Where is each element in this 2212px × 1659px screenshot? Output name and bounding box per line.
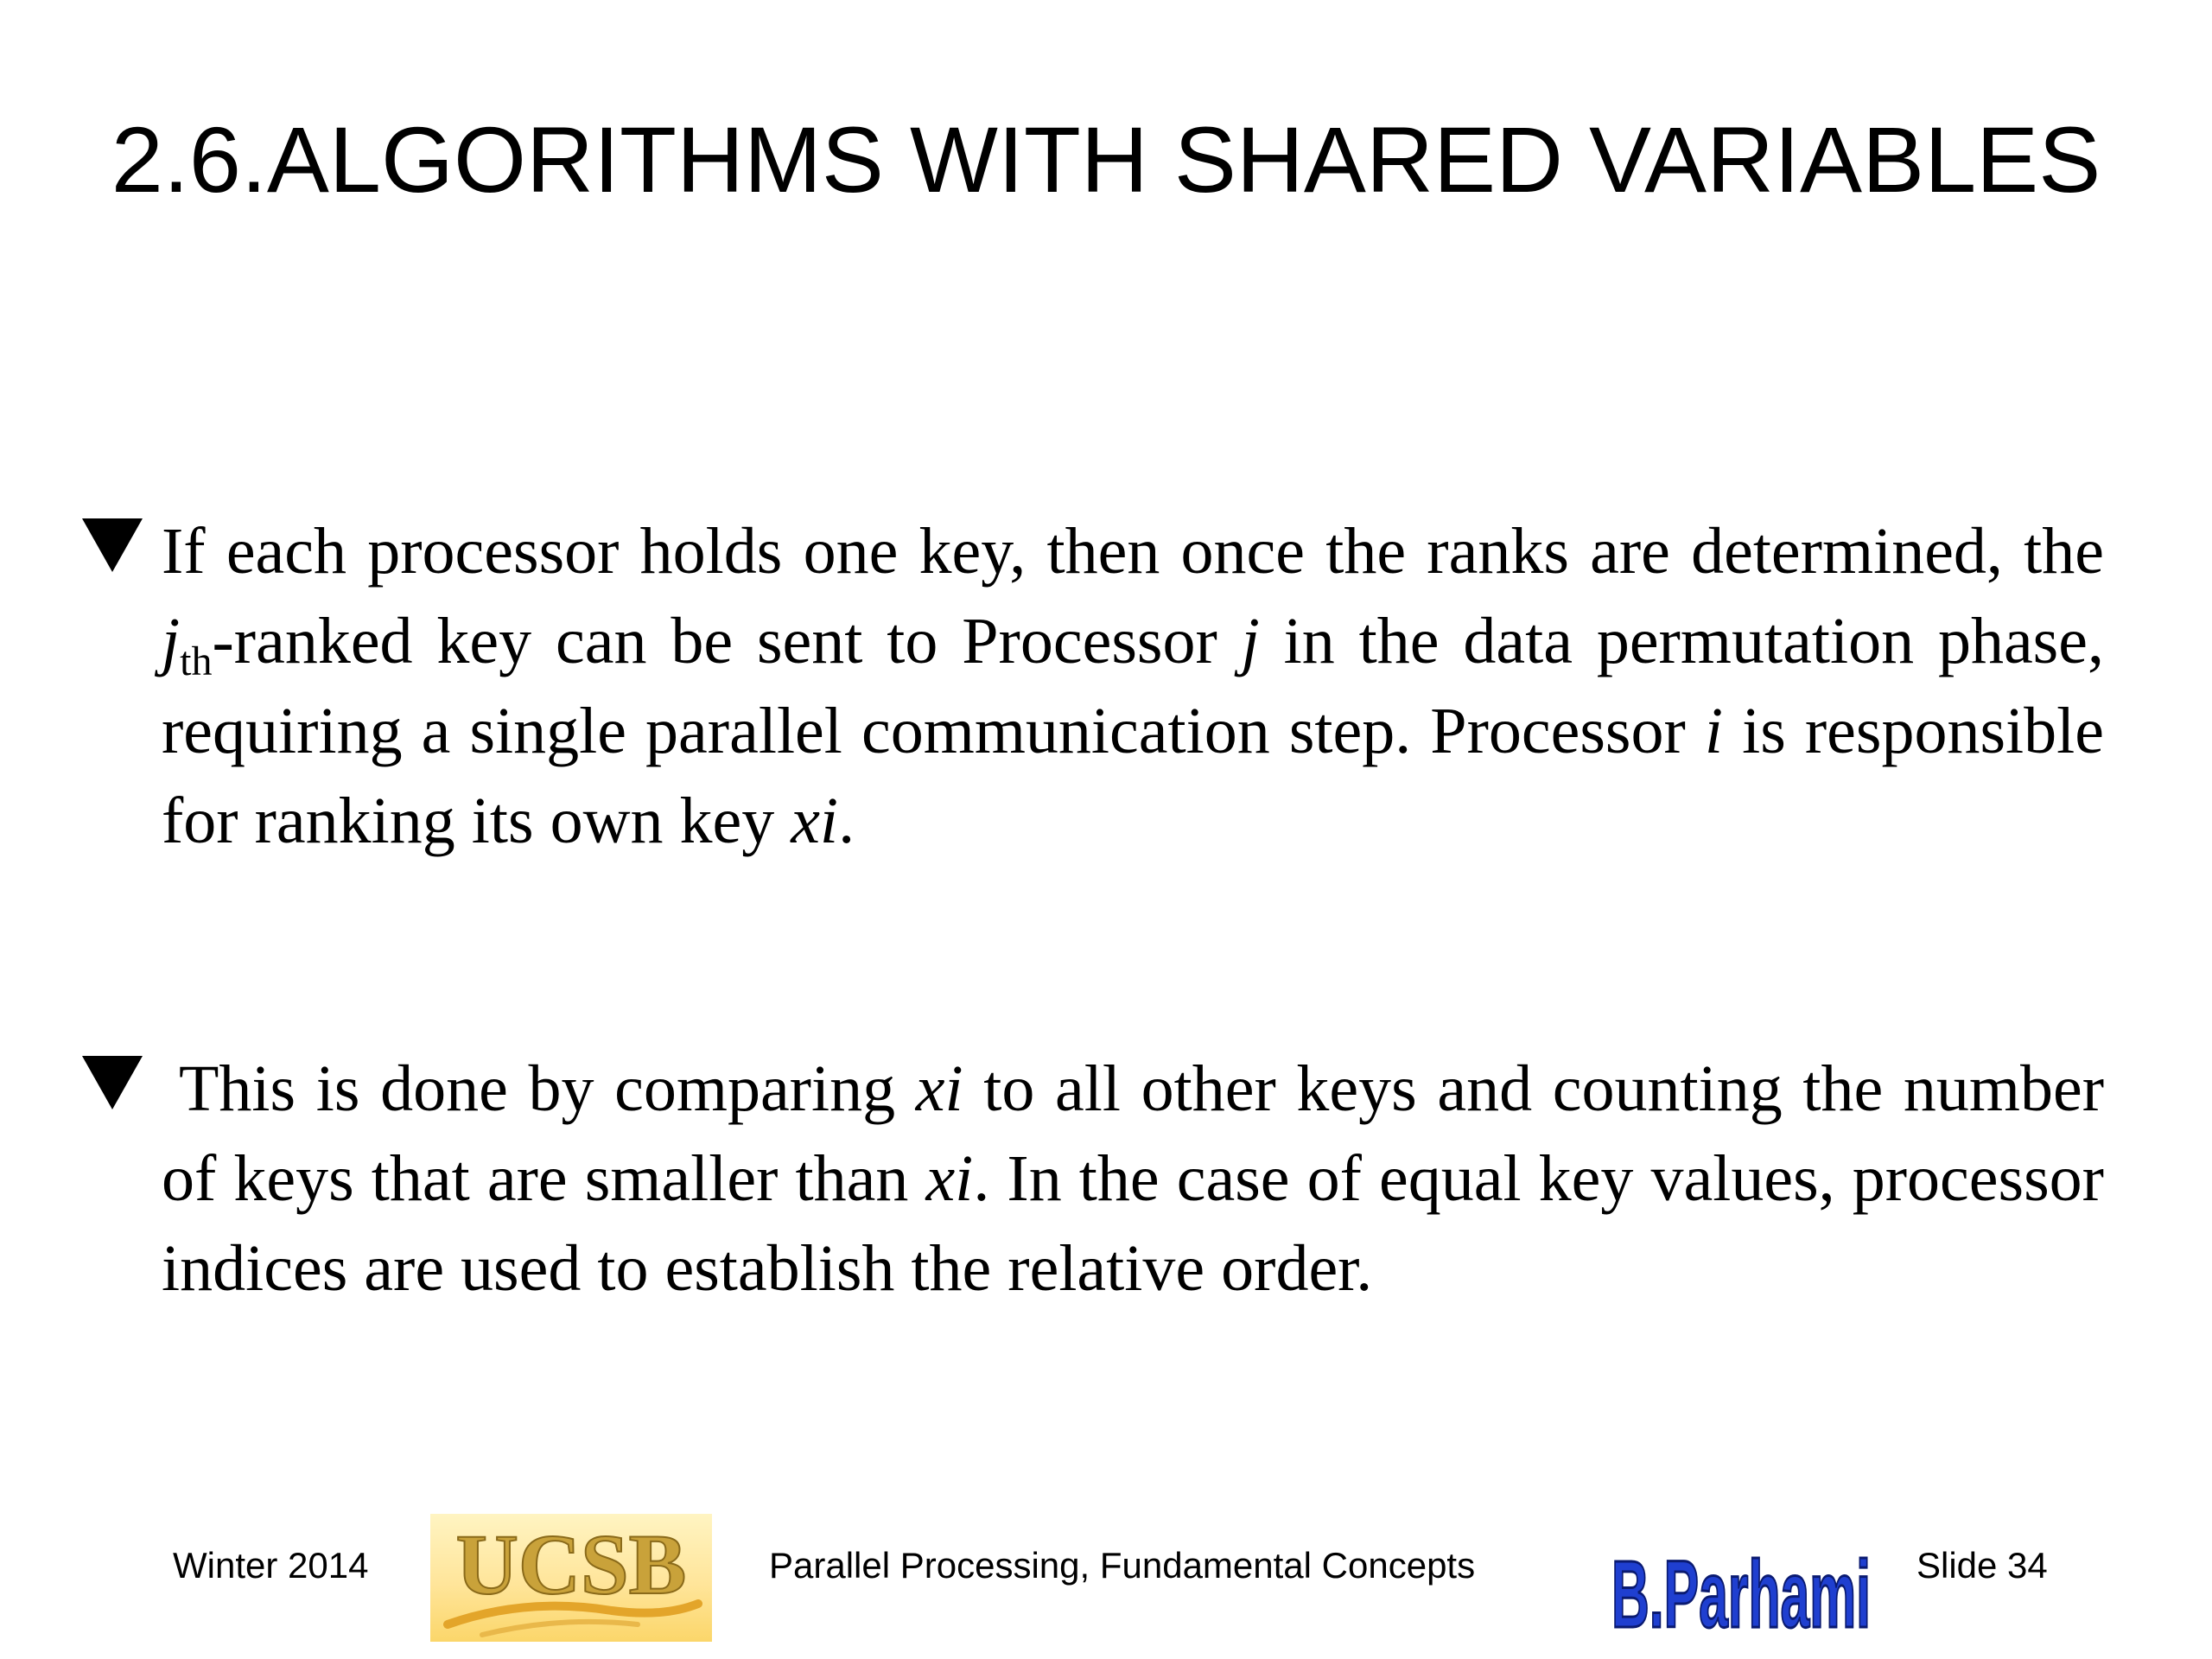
author-logo [1603,1519,1879,1649]
triangle-bullet-icon [82,518,143,572]
bullet-text-2: This is done by comparing xi to all other keys and counting the number of keys that are smaller than xi. In the case of equal key values, processor indices are used to establish the relative order. [162,1052,2105,1305]
footer-slide-number: Slide 34 [1916,1545,2048,1586]
bullet-point-2 [82,1044,2104,1313]
footer-course-title: Parallel Processing, Fundamental Concepts [769,1545,1476,1586]
bullet-text-1: If each processor holds one key, then once the ranks are determined, the $j_{th}$-ranked key can be sent to Processor j in the data permutation phase, requiring a single parallel communication step. Processor i is responsible for ranking its own key xi. [162,515,2104,857]
svg-text:UCSB: UCSB [455,1516,687,1612]
triangle-bullet-icon [82,1056,143,1109]
svg-text:B.Parhami: B.Parhami [1611,1541,1871,1648]
bullet-point-1 [82,506,2104,866]
footer-term: Winter 2014 [173,1545,369,1586]
slide-title: 2.6.ALGORITHMS WITH SHARED VARIABLES [111,107,2101,212]
ucsb-logo [430,1514,712,1642]
